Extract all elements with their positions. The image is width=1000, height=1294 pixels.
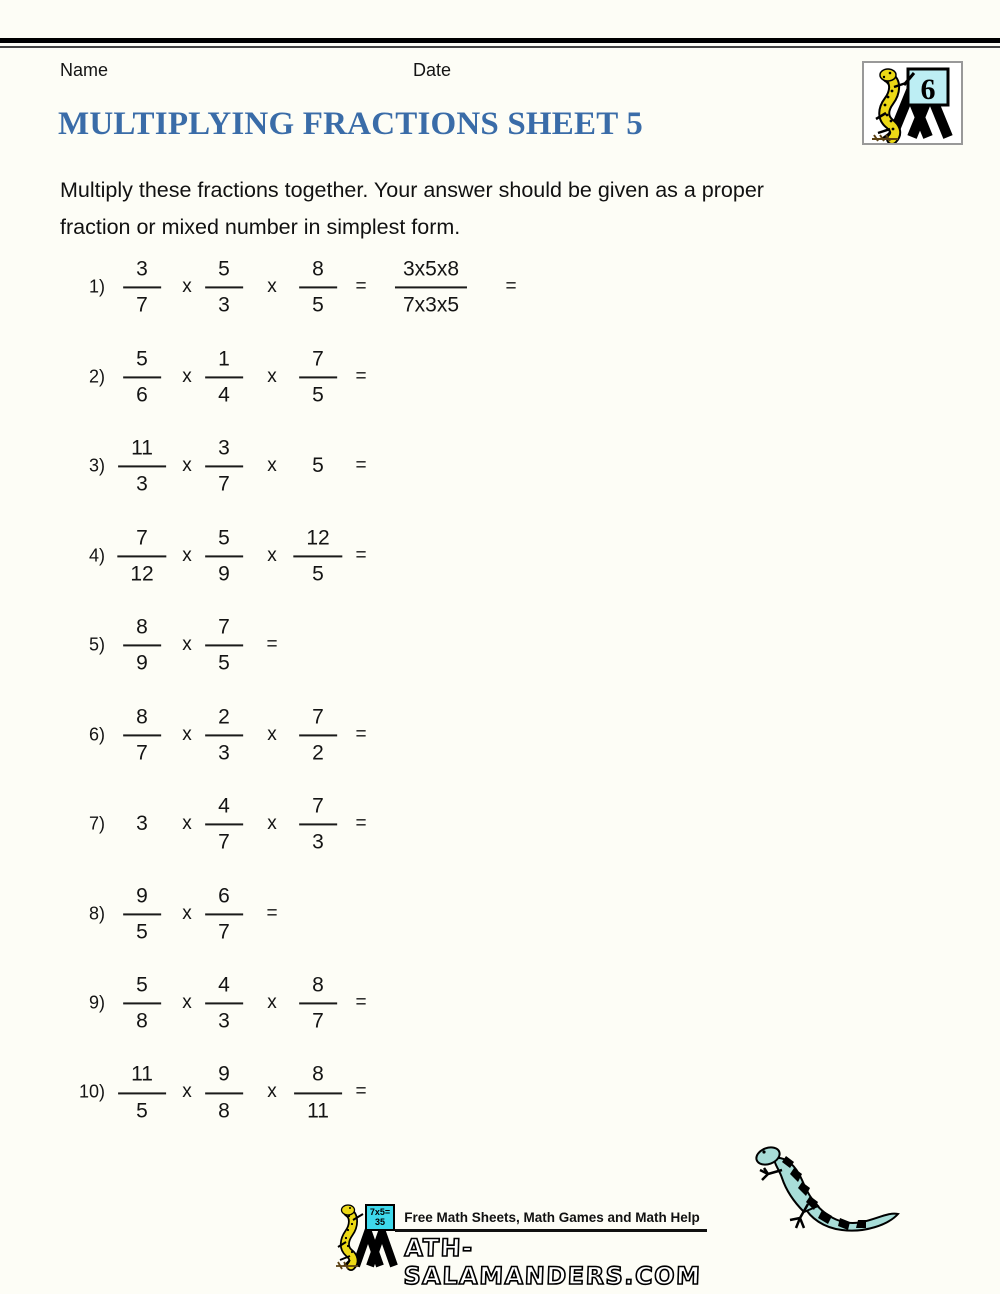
problem-number: 6) [88,724,105,745]
problem-row-1 [0,243,600,331]
footer-badge-line1: 7x5= [369,1207,391,1217]
footer-site-name: ATH-SALAMANDERS.COM [403,1234,702,1290]
denominator: 5 [312,293,324,317]
numerator: 3 [205,436,243,468]
numerator: 8 [294,1062,342,1094]
numerator: 7 [117,525,166,557]
problem-number: 4) [88,545,105,566]
equals-sign: = [266,634,278,656]
numerator: 9 [123,883,161,915]
footer-tagline: Free Math Sheets, Math Games and Math Help [404,1210,700,1225]
numerator: 5 [205,525,243,557]
multiply-sign: x [182,455,192,477]
fraction [205,1062,243,1123]
problem-number: 8) [88,903,105,924]
multiply-sign: x [267,544,277,566]
numerator: 1 [205,346,243,378]
instructions-line-2: fraction or mixed number in simplest form. [60,215,461,239]
denominator: 8 [136,1009,148,1033]
multiply-sign: x [182,276,192,298]
denominator: 3 [218,741,230,765]
denominator: 4 [218,383,230,407]
problem-row-10 [0,1048,600,1136]
fraction [293,525,342,586]
fraction [205,794,243,855]
fraction [118,436,166,497]
numerator: 8 [123,704,161,736]
problem-number: 10) [78,1081,105,1102]
denominator: 7 [136,741,148,765]
equals-sign: = [355,365,367,387]
multiply-sign: x [267,365,277,387]
fraction [299,346,337,407]
multiply-sign: x [182,723,192,745]
problem-number: 1) [88,276,105,297]
multiply-sign: x [267,276,277,298]
fraction [205,346,243,407]
denominator: 6 [136,383,148,407]
numerator: 11 [118,436,166,468]
denominator: 3 [136,472,148,496]
numerator: 2 [205,704,243,736]
multiply-sign: x [182,902,192,924]
equals-sign: = [355,455,367,477]
denominator: 8 [218,1098,230,1122]
equals-sign: = [505,276,517,298]
multiply-sign: x [182,1081,192,1103]
fraction [205,257,243,318]
multiply-sign: x [182,813,192,835]
problem-number: 9) [88,992,105,1013]
numerator: 6 [205,883,243,915]
fraction [123,346,161,407]
numerator: 7 [299,794,337,826]
equals-sign: = [355,1081,367,1103]
fraction [205,525,243,586]
equals-sign: = [266,902,278,924]
multiply-sign: x [267,723,277,745]
fraction [205,972,243,1033]
multiply-sign: x [182,544,192,566]
problem-row-3 [0,422,600,510]
equals-sign: = [355,544,367,566]
numerator: 9 [205,1062,243,1094]
problem-number: 2) [88,366,105,387]
denominator: 5 [136,1098,148,1122]
denominator: 2 [312,741,324,765]
fraction [205,436,243,497]
denominator: 7x3x5 [402,293,460,317]
denominator: 7 [218,920,230,944]
problem-number: 5) [88,634,105,655]
numerator: 8 [123,615,161,647]
numerator: 12 [293,525,342,557]
numerator: 3x5x8 [395,257,467,289]
problem-row-2 [0,333,600,421]
numerator: 8 [299,972,337,1004]
denominator: 3 [218,293,230,317]
fraction [123,972,161,1033]
name-field-label: Name [60,60,109,80]
fraction [299,794,337,855]
fraction [294,1062,342,1123]
numerator: 8 [299,257,337,289]
multiply-sign: x [267,1081,277,1103]
multiply-sign: x [182,992,192,1013]
equals-sign: = [355,276,367,298]
problem-row-9 [0,959,600,1047]
fraction [205,883,243,944]
numerator: 11 [118,1062,166,1094]
fraction [299,257,337,318]
numerator: 7 [299,346,337,378]
denominator: 7 [136,293,148,317]
problem-row-4 [0,512,600,600]
numerator: 5 [123,972,161,1004]
numerator: 4 [205,972,243,1004]
denominator: 5 [218,651,230,675]
problem-row-5 [0,601,600,689]
denominator: 9 [136,651,148,675]
multiply-sign: x [267,455,277,477]
fraction [205,615,243,676]
fraction [123,257,161,318]
problem-row-8 [0,870,600,958]
fraction [395,257,467,318]
denominator: 5 [312,562,324,586]
lizard-illustration [752,1140,902,1240]
problem-row-6 [0,691,600,779]
fraction [118,1062,166,1123]
denominator: 7 [312,1009,324,1033]
page-title: MULTIPLYING FRACTIONS SHEET 5 [58,106,643,142]
footer-badge-line2: 35 [374,1217,385,1228]
footer-rule [395,1229,707,1232]
denominator: 5 [136,920,148,944]
multiply-sign: x [182,634,192,656]
whole-number: 3 [136,812,148,836]
numerator: 7 [205,615,243,647]
problem-number: 3) [88,455,105,476]
denominator: 9 [218,562,230,586]
multiply-sign: x [182,365,192,387]
multiply-sign: x [267,813,277,835]
multiply-sign: x [267,992,277,1013]
denominator: 3 [312,830,324,854]
fraction [123,704,161,765]
fraction [299,704,337,765]
denominator: 7 [218,830,230,854]
numerator: 5 [205,257,243,289]
grade-number-text: 6 [920,73,936,106]
equals-sign: = [355,992,367,1013]
denominator: 12 [130,562,154,586]
numerator: 7 [299,704,337,736]
denominator: 11 [307,1098,329,1122]
numerator: 3 [123,257,161,289]
denominator: 3 [218,1009,230,1033]
equals-sign: = [355,813,367,835]
problem-row-7 [0,780,600,868]
fraction [299,972,337,1033]
numerator: 5 [123,346,161,378]
numerator: 4 [205,794,243,826]
footer-math-badge [365,1204,395,1231]
fraction [123,883,161,944]
date-field-label: Date [413,60,452,80]
denominator: 5 [312,383,324,407]
instructions-line-1: Multiply these fractions together. Your answer should be given as a proper [60,178,764,202]
problem-number: 7) [88,813,105,834]
denominator: 7 [218,472,230,496]
fraction [123,615,161,676]
equals-sign: = [355,723,367,745]
fraction [205,704,243,765]
whole-number: 5 [312,454,324,478]
fraction [117,525,166,586]
